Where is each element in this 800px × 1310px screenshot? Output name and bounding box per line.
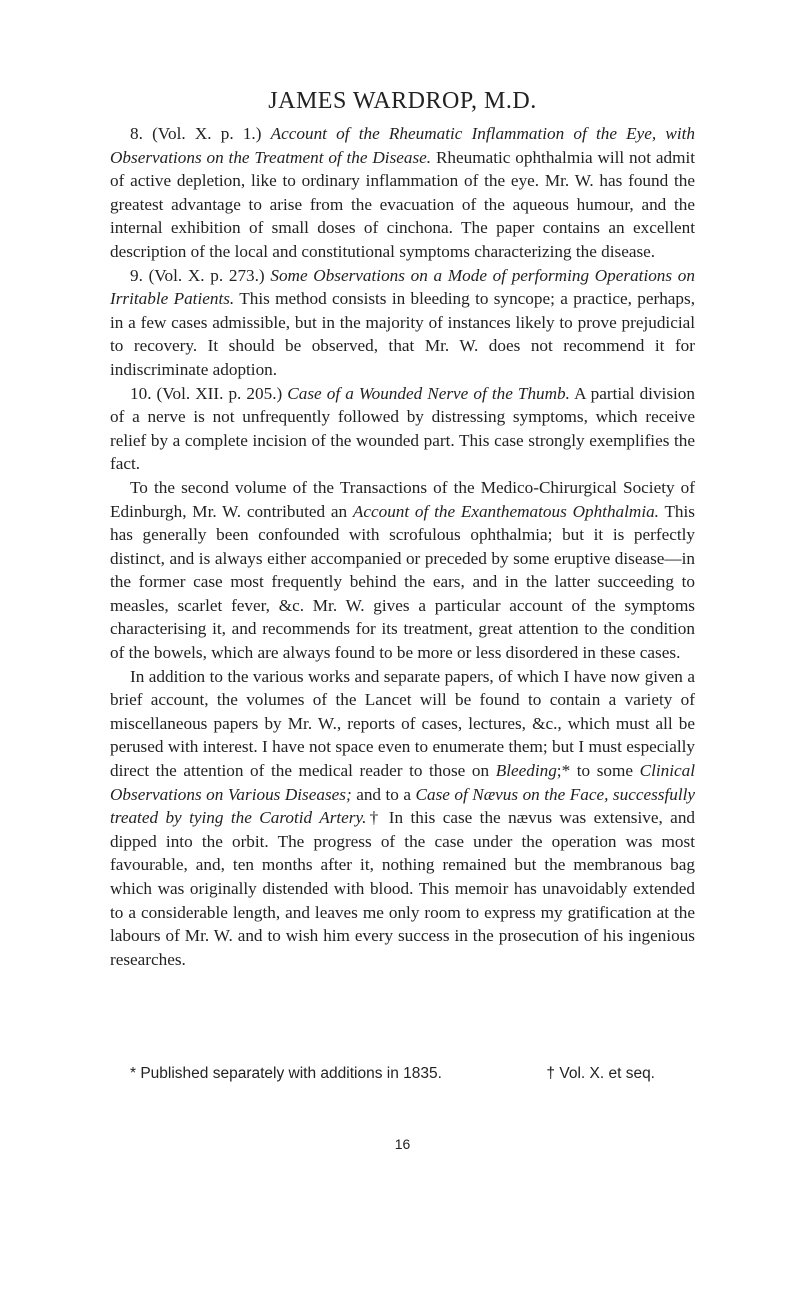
body-text (110, 122, 695, 971)
running-header: JAMES WARDROP, M.D. (268, 88, 537, 114)
paragraph-edinburgh: To the second volume of the Transactions of the Medico-Chirurgical Society of Edinburgh, Mr. W. contributed an Account of the Exanthematous Ophthalmia. This has generally been confounded with scrofulous ophthalmia; but it is perfectly distinct, and is always either accompanied or preceded by some eruptive disease—in the former case most frequently behind the ears, and in the latter succeeding to measles, scarlet fever, &c. Mr. W. gives a particular account of the symptoms characterising it, and recommends for its treatment, great attention to the condition of the bowels, which are always found to be more or less disordered in these cases. (110, 477, 695, 663)
paper-title: Some Observations on a Mode of performing Operations on Irritable Patients. (110, 265, 695, 309)
footnote-1: * Published separately with additions in 1835. (130, 1065, 442, 1082)
paragraph-lancet: In addition to the various works and separate papers, of which I have now given a brief account, the volumes of the Lancet will be found to contain a variety of miscellaneous papers by Mr. W., reports of cases, lectures, &c., which must all be perused with interest. I have not space even to enumerate them; but I must especially direct the attention of the medical reader to those on Bleeding;* to some Clinical Observations on Various Diseases; and to a Case of Nævus on the Face, successfully treated by tying the Carotid Artery.† In this case the nævus was extensive, and dipped into the orbit. The progress of the case under the operation was most favourable, and, ten months after it, nothing remained but the membranous bag which was originally distended with blood. This memoir has unavoidably extended to a considerable length, and leaves me only room to express my gratification at the labours of Mr. W. and to wish him every success in the prosecution of his ingenious researches. (110, 666, 696, 969)
paper-title: Case of Nævus on the Face, successfully treated by tying the Carotid Artery. (110, 784, 696, 828)
paper-title: Bleeding (495, 761, 557, 781)
paragraph-9: 9. (Vol. X. p. 273.) Some Observations on a Mode of performing Operations on Irritable Patients. This method consists in bleeding to syncope; a practice, perhaps, in a few cases admissible, but in the majority of instances likely to prove prejudicial to recovery. It should be observed, that Mr. W. does not recommend it for indiscriminate adoption. (110, 265, 695, 379)
paragraph-8: 8. (Vol. X. p. 1.) Account of the Rheumatic Inflammation of the Eye, with Observations on the Treatment of the Disease. Rheumatic ophthalmia will not admit of active depletion, like to ordinary inflammation of the eye. Mr. W. has found the greatest advantage to arise from the evacuation of the aqueous humour, and the internal exhibition of small doses of cinchona. The paper contains an excellent description of the local and constitutional symptoms characterizing the disease. (110, 124, 695, 261)
page-number: 16 (394, 1136, 411, 1152)
footnote-marker: † (366, 808, 382, 828)
footnotes (110, 1065, 695, 1083)
paper-title: Case of a Wounded Nerve of the Thumb. (287, 383, 570, 403)
paper-title: Clinical Observations on Various Diseases; (110, 761, 695, 804)
paper-title: Account of the Exanthematous Ophthalmia. (352, 501, 659, 521)
paragraph-10: 10. (Vol. XII. p. 205.) Case of a Wounded Nerve of the Thumb. A partial division of a nerve is not unfrequently followed by distressing symptoms, which receive relief by a complete incision of the wounded part. This case strongly exemplifies the fact. (110, 383, 695, 474)
footnote-2: † Vol. X. et seq. (546, 1065, 655, 1082)
paper-title: Account of the Rheumatic Inflammation of the Eye, with Observations on the Treatment of the Disease. (110, 124, 695, 167)
